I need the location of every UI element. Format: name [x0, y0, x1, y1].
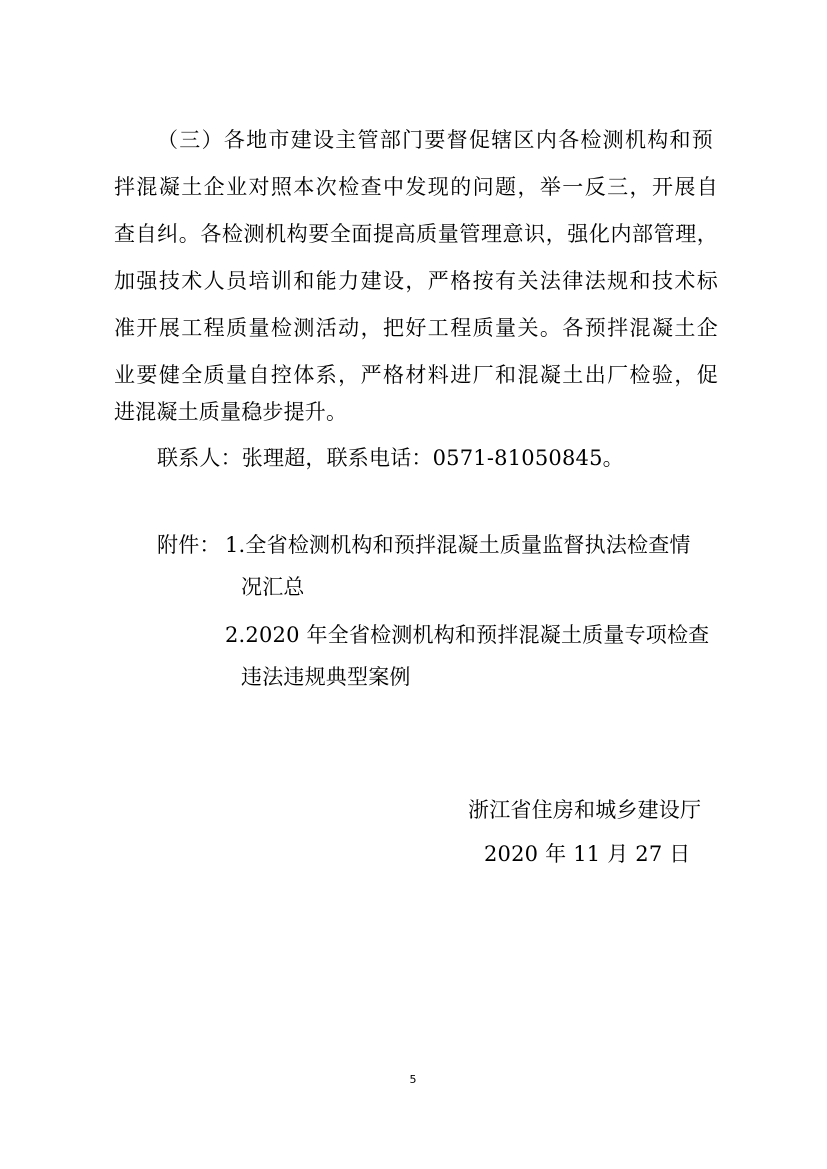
- paragraph-line: 准开展工程质量检测活动，把好工程质量关。各预拌混凝土企: [114, 316, 718, 340]
- page-number: 5: [409, 1073, 417, 1086]
- issue-date: 2020 年 11 月 27 日: [484, 842, 691, 866]
- paragraph-line: （三）各地市建设主管部门要督促辖区内各检测机构和预: [157, 128, 713, 152]
- attachments-label: 附件：: [157, 533, 221, 557]
- paragraph-line: 查自纠。各检测机构要全面提高质量管理意识，强化内部管理，: [114, 222, 718, 246]
- paragraph-line: 业要健全质量自控体系，严格材料进厂和混凝土出厂检验，促: [114, 363, 718, 387]
- contact-line: 联系人：张理超，联系电话：0571-81050845。: [157, 446, 624, 470]
- attachment-item-1: 1.全省检测机构和预拌混凝土质量监督执法检查情: [225, 533, 691, 557]
- paragraph-line: 加强技术人员培训和能力建设，严格按有关法律法规和技术标: [114, 269, 718, 293]
- paragraph-line: 拌混凝土企业对照本次检查中发现的问题，举一反三，开展自: [114, 175, 718, 199]
- issuer-name: 浙江省住房和城乡建设厅: [468, 798, 702, 822]
- attachment-item-1-continued: 况汇总: [241, 575, 305, 599]
- paragraph-line: 进混凝土质量稳步提升。: [114, 400, 348, 424]
- attachment-item-2-continued: 违法违规典型案例: [241, 665, 411, 689]
- attachment-item-2: 2.2020 年全省检测机构和预拌混凝土质量专项检查: [225, 623, 710, 647]
